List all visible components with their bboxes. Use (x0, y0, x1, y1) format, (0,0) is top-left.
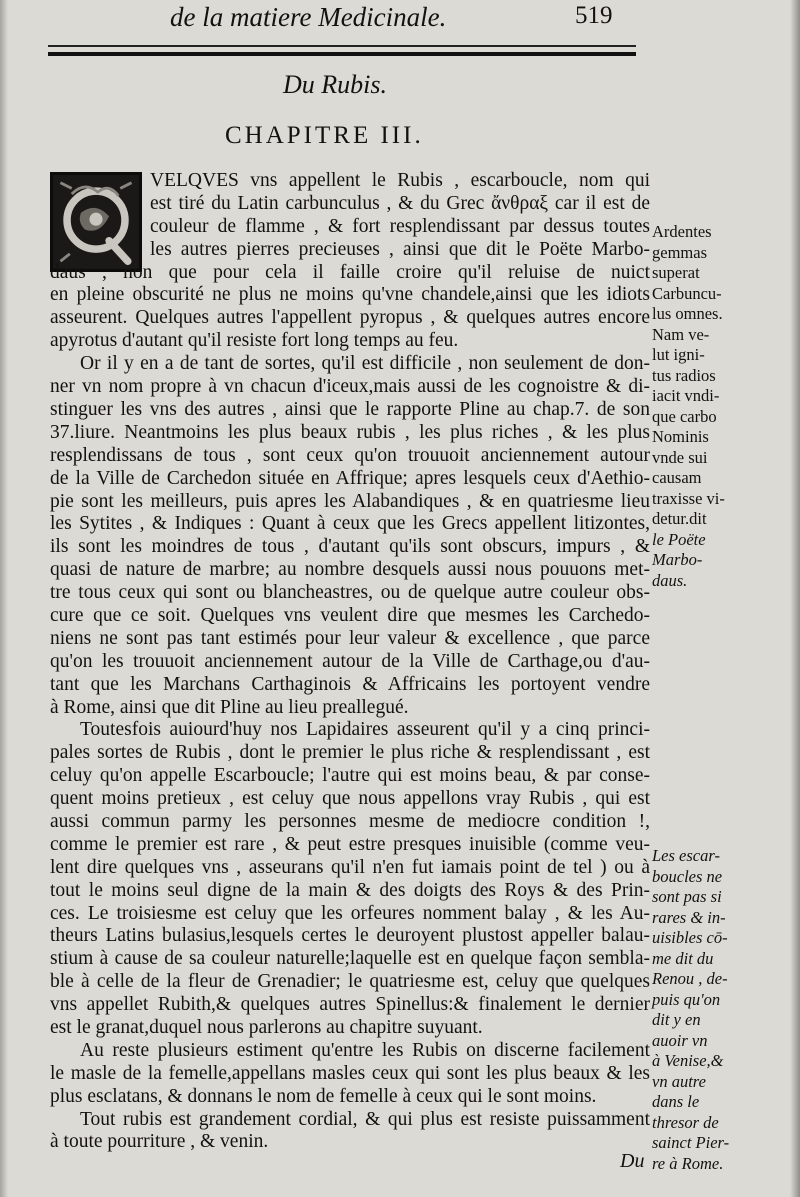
running-head: de la matiere Medicinale. (170, 2, 447, 32)
margin-line: Renou , de- (652, 969, 728, 988)
text-line: les autres pierres precieuses , ainsi que dit le Poëte Marbo- (150, 238, 650, 260)
text-line: stium à cause de sa couleur naturelle;laquelle est en quelque façon sembla- (50, 948, 650, 970)
margin-line: vn autre (652, 1071, 706, 1091)
margin-line: dit y en (652, 1010, 701, 1029)
text-line: tre tous ceux qui sont ou blancheastres, ou de quelque autre couleur obs- (50, 582, 650, 604)
margin-line: Nominis (652, 427, 709, 446)
margin-line: sont pas si (652, 887, 722, 906)
margin-line: lus omnes. (652, 304, 723, 323)
section-title: Du Rubis. (283, 70, 387, 99)
ornamental-initial-q-icon (53, 175, 139, 269)
margin-line: dans le (652, 1092, 700, 1111)
text-line: les Sytites , & Indiques : Quant à ceux que les Grecs appellent litizontes, (50, 513, 650, 535)
text-line: celuy qu'on appelle Escarboucle; l'autre qui est moins beau, & par conse- (50, 765, 650, 787)
margin-line: puis qu'on (652, 989, 721, 1009)
opening-paragraph-lines (150, 170, 650, 262)
margin-line: rares & in- (652, 907, 726, 927)
text-line: ces. Le troisiesme est celuy que les orfeures nomment balay , & les Au- (50, 902, 650, 924)
text-line: quasi de nature de marbre; au nombre desquels aussi nous pouuons met- (50, 559, 650, 581)
text-line: stinguer les vns des autres , ainsi que le rapporte Pline au chap.7. de son (50, 398, 650, 420)
margin-line: Les escar- (652, 846, 720, 865)
margin-line: causam (652, 468, 702, 487)
text-line: daus , non que pour cela il faille croire qu'il reluise de nuict (50, 261, 650, 283)
text-line: comme le premier est rare , & peut estre presques inuisible (comme veu- (50, 833, 650, 855)
text-line: asseurent. Quelques autres l'appellent pyropus , & quelques autres encore (50, 307, 650, 329)
margin-line: traxisse vi- (652, 488, 725, 508)
text-line: tant que les Marchans Carthaginois & Affricains les portoyent vendre (50, 673, 650, 695)
text-line: niens ne sont pas tant estimés pour leur valeur & excellence , que parce (50, 627, 650, 649)
text-line: Au reste plusieurs estiment qu'entre les Rubis on discerne facilement (80, 1039, 650, 1061)
margin-line: thresor de (652, 1112, 719, 1132)
text-line: vns appellet Rubith,& quelques autres Spinellus:& finalement le dernier (50, 994, 650, 1016)
text-line: ner vn nom propre à vn chacun d'iceux,mais aussi de les cognoistre & di- (50, 376, 650, 398)
margin-line: tus radios (652, 365, 716, 385)
text-line: de la Ville de Carchedon située en Affrique; apres lesquels ceux d'Aethio- (50, 467, 650, 489)
margin-line: uisibles cō- (652, 928, 728, 947)
margin-line: lut igni- (652, 345, 705, 364)
text-line: pales sortes de Rubis , dont le premier le plus riche & resplendissant , est (50, 742, 650, 764)
text-line: 37.liure. Neantmoins les plus beaux rubis , les plus riches , & les plus (50, 421, 650, 443)
page-edge-shadow (790, 0, 800, 1197)
text-line: qu'on les trouuoit anciennement autour de la Ville de Carthage,ou d'au- (50, 650, 650, 672)
margin-line: Ardentes (652, 222, 712, 241)
text-line: resplendissans de tous , sont ceux qu'on trouuoit anciennement autour (50, 444, 650, 466)
text-line: ble à celle de la fleur de Grenadier; le quatriesme est, celuy que quelques (50, 971, 650, 993)
body-text (50, 262, 650, 1155)
text-line: est le granat,duquel nous parlerons au chapitre suyuant. (50, 1016, 483, 1038)
margin-line: Marbo- (652, 550, 703, 569)
header-rule-thick (48, 52, 636, 56)
text-line: à toute pourriture , & venin. (50, 1131, 269, 1153)
margin-line: à Venise,& (652, 1051, 724, 1070)
text-line: couleur de flamme , & fort resplendissant par dessus toutes (150, 215, 650, 237)
text-line: aussi commun parmy les personnes mesme de mediocre condition !, (50, 810, 650, 832)
text-line: theurs Latins bulasius,lesquels certes le deuroyent plustost appeller balau- (50, 925, 650, 947)
text-line: apyrotus d'autant qu'il resiste fort long temps au feu. (50, 330, 459, 352)
text-line: Tout rubis est grandement cordial, & qui plus est resiste puissamment (80, 1108, 650, 1130)
margin-line: que carbo (652, 406, 717, 426)
text-line: est tiré du Latin carbunculus , & du Grec ἄνθραξ car il est de (150, 192, 650, 214)
chapter-heading: CHAPITRE III. (225, 122, 424, 149)
text-line: Or il y en a de tant de sortes, qu'il est difficile , non seulement de don- (80, 353, 650, 375)
text-line: Toutesfois auiourd'huy nos Lapidaires asseurent qu'il y a cinq princi- (80, 719, 650, 741)
margin-line: re à Rome. (652, 1153, 724, 1173)
margin-line: daus. (652, 570, 688, 590)
text-line: ils sont les moindres de tous , d'autant qu'ils sont obscurs, impurs , & (50, 536, 650, 558)
text-line: pie sont les meilleurs, puis apres les Alabandiques , & en quatriesme lieu (50, 490, 650, 512)
margin-line: gemmas (652, 242, 707, 262)
text-line: à Rome, ainsi que dit Pline au lieu preallegué. (50, 696, 409, 718)
text-line: le masle de la femelle,appellans masles ceux qui sont les plus beaux & les (50, 1062, 650, 1084)
margin-line: Carbuncu- (652, 283, 722, 303)
margin-note-escarboucles (652, 846, 792, 1174)
margin-line: superat (652, 263, 700, 282)
margin-line: iacit vndi- (652, 386, 720, 405)
margin-line: vnde sui (652, 447, 708, 467)
text-line: tout le moins seul digne de la main & des doigts des Roys & des Prin- (50, 879, 650, 901)
margin-line: detur.dit (652, 509, 707, 528)
text-line: en pleine obscurité ne plus ne moins qu'vne chandele,ainsi que les idiots (50, 284, 650, 306)
margin-line: auoir vn (652, 1030, 708, 1050)
page-gutter-shadow (0, 0, 8, 1197)
page-number: 519 (575, 2, 613, 29)
text-line: quent moins pretieux , est celuy que nous appellons vray Rubis , qui est (50, 788, 650, 810)
margin-line: me dit du (652, 948, 714, 968)
text-line: cure que ce soit. Quelques vns veulent dire que mesmes les Carchedo- (50, 604, 650, 626)
catchword: Du (620, 1150, 645, 1172)
margin-line: le Poëte (652, 529, 706, 549)
margin-line: Nam ve- (652, 324, 710, 344)
text-line: lent dire quelques vns , asseurans qu'il n'en fut iamais point de tel ) ou à (50, 856, 650, 878)
margin-note-latin (652, 222, 792, 591)
text-line: plus esclatans, & donnans le nom de femelle à ceux qui le sont moins. (50, 1085, 597, 1107)
header-rule-thin (48, 45, 636, 47)
text-line: VELQVES vns appellent le Rubis , escarboucle, nom qui (150, 170, 650, 191)
margin-line: boucles ne (652, 866, 723, 886)
decorated-initial (50, 172, 142, 272)
margin-line: sainct Pier- (652, 1133, 730, 1152)
